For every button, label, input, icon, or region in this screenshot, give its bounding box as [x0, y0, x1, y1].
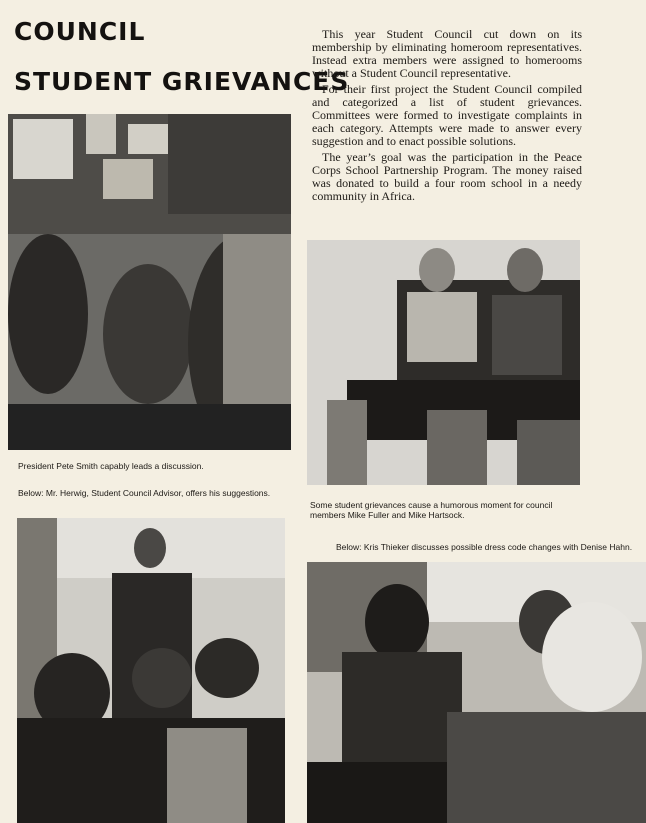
caption-president: President Pete Smith capably leads a discussion. — [18, 461, 204, 471]
caption-dress-code: Below: Kris Thieker discusses possible dress code changes with Denise Hahn. — [336, 542, 633, 552]
section-heading-student-grievances: STUDENT GRIEVANCES — [14, 67, 350, 96]
caption-advisor: Below: Mr. Herwig, Student Council Advisor, offers his suggestions. — [18, 488, 271, 498]
article-body — [312, 28, 582, 206]
photo-council-members — [307, 240, 580, 485]
photo-dress-code — [307, 562, 646, 823]
body-paragraph: This year Student Council cut down on its membership by eliminating homeroom representatives. Instead extra members were assigned to homerooms without a Student Council representative. — [312, 27, 582, 80]
photo-advisor — [17, 518, 285, 823]
caption-council-members: Some student grievances cause a humorous moment for council members Mike Fuller and Mike Hartsock. — [310, 500, 553, 520]
photo-president-discussion — [8, 114, 291, 450]
section-heading-council: COUNCIL — [14, 17, 146, 46]
body-paragraph: For their first project the Student Council compiled and categorized a list of student grievances. Committees were formed to investigate complaints in each category. Attempts were made to answer every suggestion and to enact possible solutions. — [312, 82, 582, 148]
body-paragraph: The year’s goal was the participation in the Peace Corps School Partnership Program. The money raised was donated to build a four room school in a needy community in Africa. — [312, 150, 582, 203]
